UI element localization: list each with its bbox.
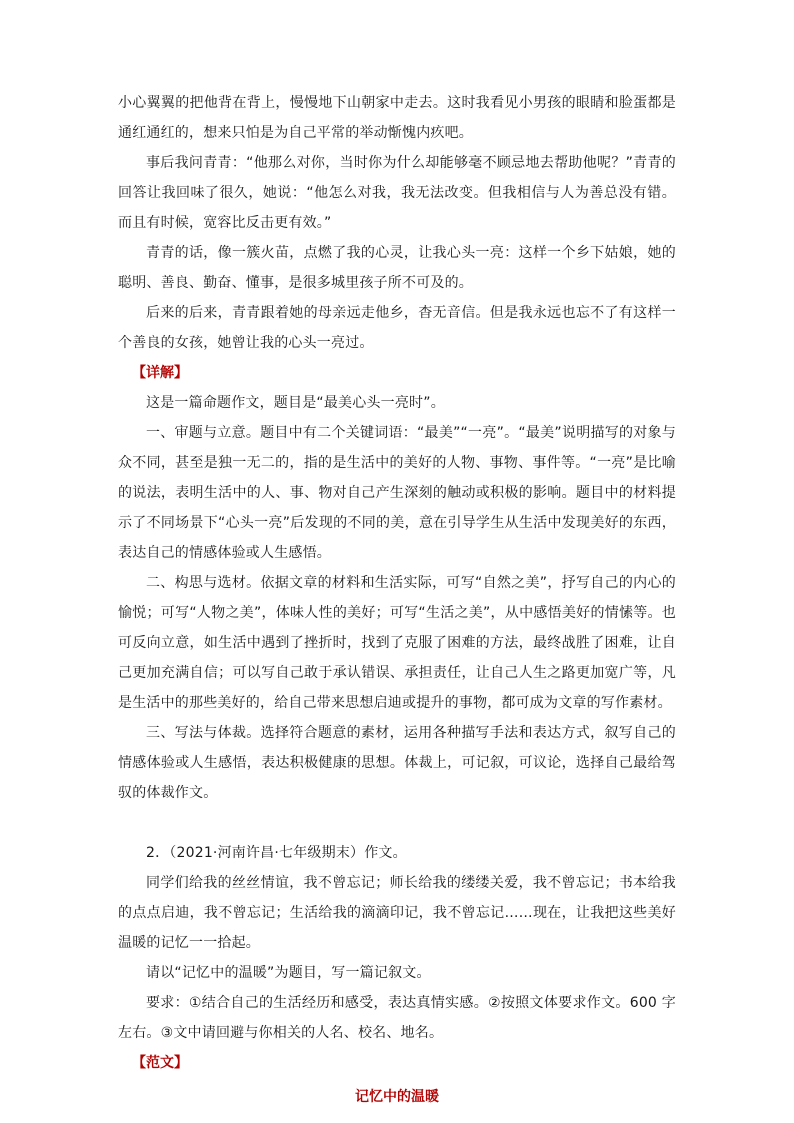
detail-paragraph: 这是一篇命题作文，题目是“最美心头一亮时”。 (146, 395, 445, 411)
detail-paragraph: 一、审题与立意。题目中有二个关键词语：“最美”“一亮”。“最美”说明描写的对象与众不同，甚至是独一无二的，指的是生活中的美好的人物、事物、事件等。“一亮”是比喻的说法，表明生活中的人、事、物对自己产生深刻的触动或积极的影响。题目中的材料提示了不同场景下“心头一亮”后发现的不同的美，意在引导学生从生活中发现美好的东西，表达自己的情感体验或人生感悟。 (118, 425, 676, 561)
section-spacer (118, 808, 676, 838)
model-essay-heading: 【范文】 (132, 1055, 188, 1071)
story-paragraph: 小心翼翼的把他背在背上，慢慢地下山朝家中走去。这时我看见小男孩的眼睛和脸蛋都是通红通红的，想来只怕是为自己平常的举动惭愧内疚吧。 (118, 95, 676, 141)
question-paragraph: 同学们给我的丝丝情谊，我不曾忘记；师长给我的缕缕关爱，我不曾忘记；书本给我的点点启迪，我不曾忘记；生活给我的滴滴印记，我不曾忘记……现在，让我把这些美好温暖的记忆一一拾起。 (118, 875, 676, 951)
detail-heading: 【详解】 (132, 365, 188, 381)
question-paragraph: 请以“记忆中的温暖”为题目，写一篇记叙文。 (146, 965, 431, 981)
model-essay-title: 记忆中的温暖 (355, 1089, 439, 1105)
question-paragraph: 要求：①结合自己的生活经历和感受，表达真情实感。②按照文体要求作文。600 字左右。③文中请回避与你相关的人名、校名、地名。 (118, 995, 676, 1041)
detail-paragraph: 二、构思与选材。依据文章的材料和生活实际，可写“自然之美”，抒写自己的内心的愉悦；可写“人物之美”，体味人性的美好；可写“生活之美”，从中感悟美好的情愫等。也可反向立意，如生活中遇到了挫折时，找到了克服了困难的方法，最终战胜了困难，让自己更加充满自信；可以写自己敢于承认错误、承担责任，让自己人生之路更加宽广等，凡是生活中的那些美好的，给自己带来思想启迪或提升的事物，都可成为文章的写作素材。 (118, 575, 676, 711)
story-paragraph: 青青的话，像一簇火苗，点燃了我的心灵，让我心头一亮：这样一个乡下姑娘，她的聪明、善良、勤奋、懂事，是很多城里孩子所不可及的。 (118, 245, 676, 291)
document-page (118, 88, 676, 1112)
story-paragraph: 事后我问青青：“他那么对你，当时你为什么却能够毫不顾忌地去帮助他呢？”青青的回答让我回味了很久，她说：“他怎么对我，我无法改变。但我相信与人为善总没有错。而且有时候，宽容比反击更有效。” (118, 155, 676, 231)
story-paragraph: 后来的后来，青青跟着她的母亲远走他乡，杳无音信。但是我永远也忘不了有这样一个善良的女孩，她曾让我的心头一亮过。 (118, 305, 676, 351)
detail-paragraph: 三、写法与体裁。选择符合题意的素材，运用各种描写手法和表达方式，叙写自己的情感体验或人生感悟，表达积极健康的思想。体裁上，可记叙，可议论，选择自己最给驾驭的体裁作文。 (118, 725, 676, 801)
question-header: 2．（2021·河南许昌·七年级期末）作文。 (146, 845, 407, 861)
